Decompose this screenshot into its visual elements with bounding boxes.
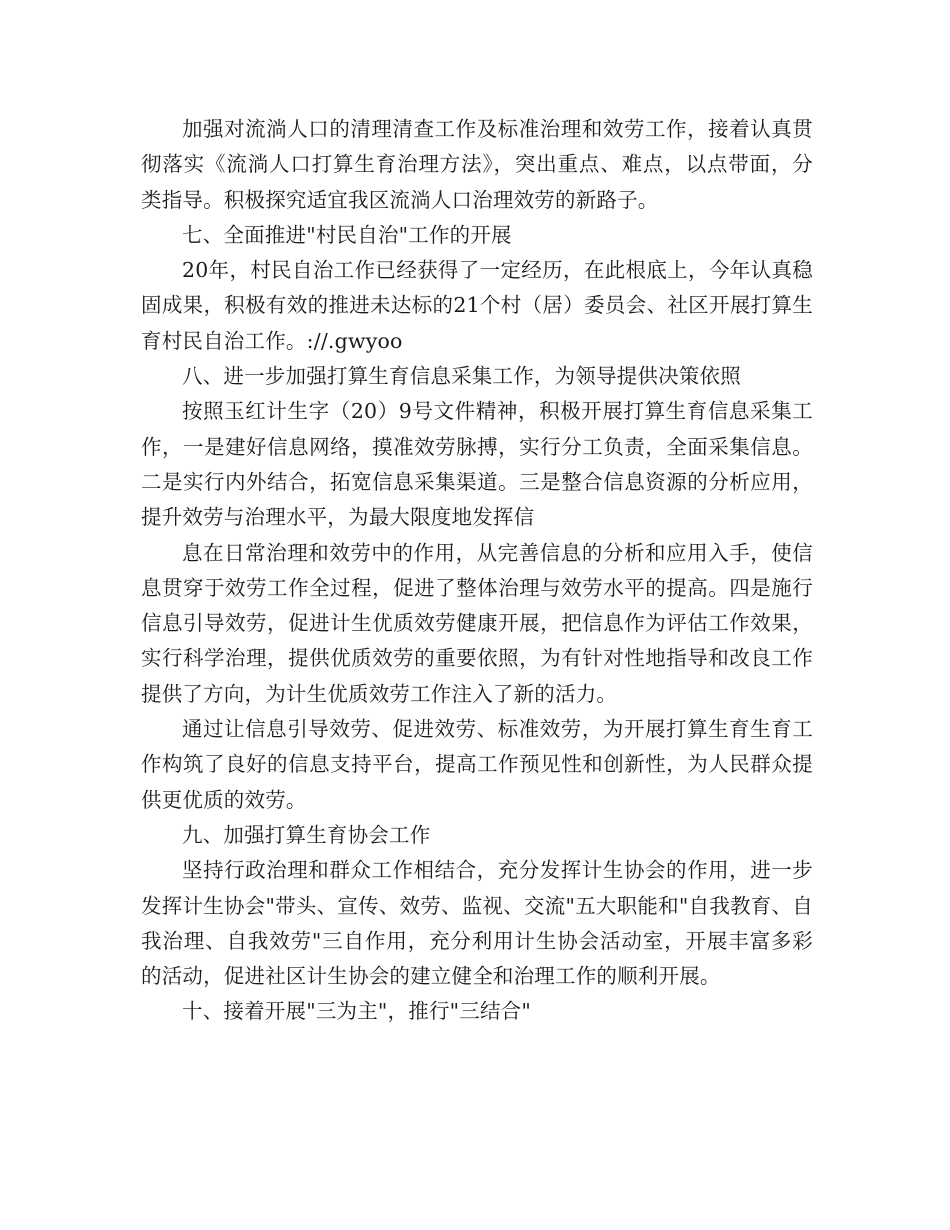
heading-section-8: 八、进一步加强打算生育信息采集工作，为领导提供决策依照: [182, 364, 741, 389]
heading-section-9: 九、加强打算生育协会工作: [182, 822, 431, 847]
paragraph-info-application: 息在日常治理和效劳中的作用，从完善信息的分析和应用入手，使信息贯穿于效劳工作全过程，促进了整体治理与效劳水平的提高。四是施行信息引导效劳，促进计生优质效劳健康开展，把信息作为评估工作效果，实行科学治理，提供优质效劳的重要依照，为有针对性地指导和改良工作提供了方向，为计生优质效劳工作注入了新的活力。: [141, 540, 813, 706]
heading-section-10: 十、接着开展"三为主"，推行"三结合": [182, 999, 532, 1024]
heading-section-7: 七、全面推进"村民自治"工作的开展: [182, 222, 512, 247]
document-page: [141, 112, 813, 1030]
paragraph-info-collection: 按照玉红计生字（20）9号文件精神，积极开展打算生育信息采集工作，一是建好信息网络，摸准效劳脉搏，实行分工负责，全面采集信息。二是实行内外结合，拓宽信息采集渠道。三是整合信息资源的分析应用，提升效劳与治理水平，为最大限度地发挥信: [141, 399, 813, 530]
paragraph-villager-autonomy: 20年，村民自治工作已经获得了一定经历，在此根底上，今年认真稳固成果，积极有效的推进未达标的21个村（居）委员会、社区开展打算生育村民自治工作。://.gwyoo: [141, 258, 813, 353]
paragraph-info-platform: 通过让信息引导效劳、促进效劳、标准效劳，为开展打算生育生育工作构筑了良好的信息支持平台，提高工作预见性和创新性，为人民群众提供更优质的效劳。: [141, 717, 813, 812]
paragraph-association-work: 坚持行政治理和群众工作相结合，充分发挥计生协会的作用，进一步发挥计生协会"带头、宣传、效劳、监视、交流"五大职能和"自我教育、自我治理、自我效劳"三自作用，充分利用计生协会活动室，开展丰富多彩的活动，促进社区计生协会的建立健全和治理工作的顺利开展。: [141, 858, 813, 989]
paragraph-floating-population: 加强对流淌人口的清理清查工作及标准治理和效劳工作，接着认真贯彻落实《流淌人口打算生育治理方法》，突出重点、难点，以点带面，分类指导。积极探究适宜我区流淌人口治理效劳的新路子。: [141, 117, 813, 212]
